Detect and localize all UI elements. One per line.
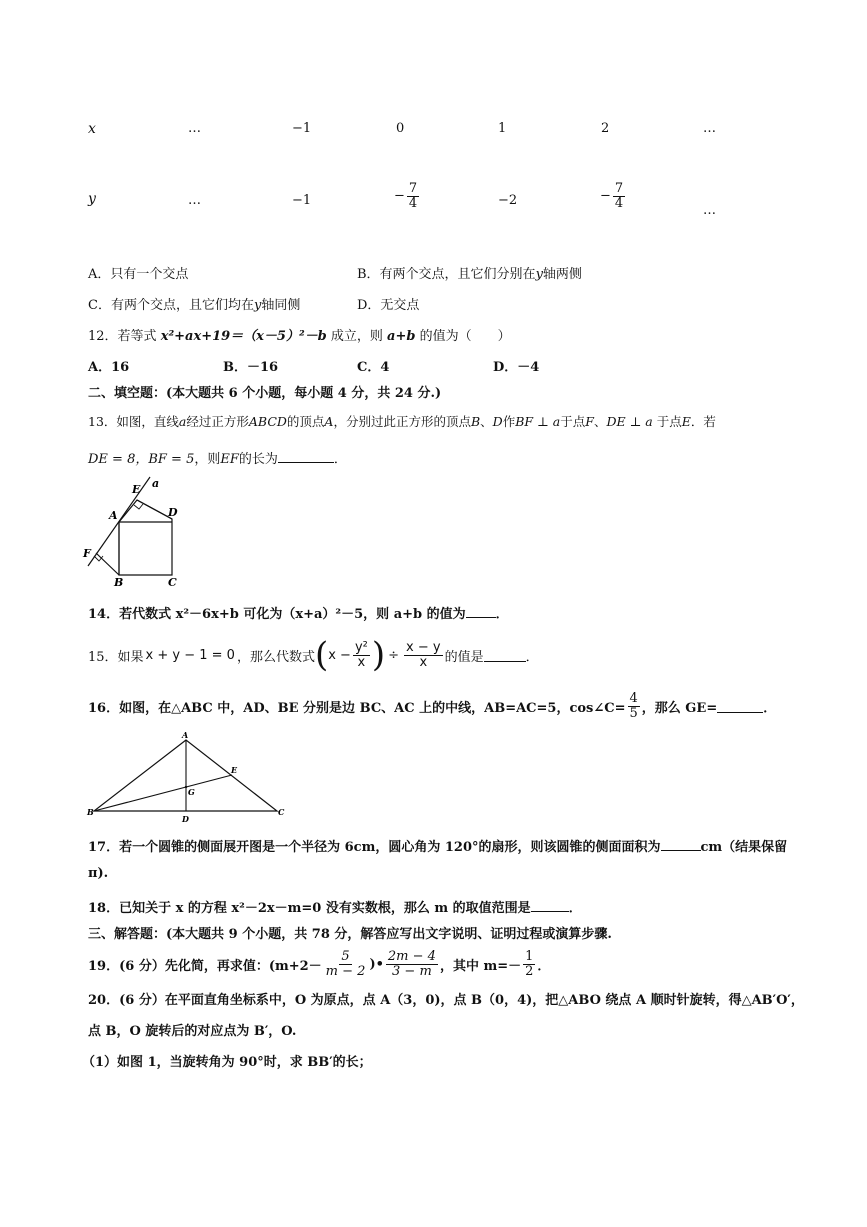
question-12: [88, 325, 511, 344]
question-text: ，则: [194, 452, 221, 467]
fraction-numerator: 2m − 4: [387, 948, 436, 964]
option-a: A．16: [88, 360, 130, 375]
table-y-cell: −1: [292, 193, 312, 208]
section-heading: 三、解答题：(本大题共 9 个小题，共 78 分，解答应写出文字说明、证明过程或演算步骤.: [88, 927, 612, 942]
variable: EF: [220, 452, 239, 467]
label-c: C: [278, 807, 285, 817]
question-text: ，分别过此正方形的顶点: [333, 414, 471, 429]
question-13-line2: [88, 448, 347, 467]
right-paren: ): [371, 635, 386, 675]
option-b: [357, 263, 582, 282]
label-a-line: a: [152, 477, 160, 490]
minus-sign: −: [394, 188, 405, 204]
table-y-fraction: [394, 182, 421, 210]
variable: y: [253, 298, 262, 313]
table-y-cell: …: [188, 193, 201, 208]
question-text: ，那么代数式: [236, 649, 315, 665]
expression: a+b: [387, 329, 416, 344]
fraction-denominator: x: [357, 654, 366, 670]
minus-sign: −: [600, 188, 611, 204]
question-13-line1: [88, 412, 716, 430]
question-18: [88, 897, 582, 916]
question-text: 于点: [652, 414, 682, 429]
question-19: [88, 944, 550, 984]
question-text: 成立，则: [326, 329, 388, 344]
question-text: 12．若等式: [88, 329, 161, 344]
table-x-label: x: [88, 121, 96, 137]
question-20-part1: （1）如图 1，当旋转角为 90°时，求 BB′的长；: [82, 1055, 372, 1070]
question-text: ，其中 m=－: [439, 958, 522, 974]
label-c: C: [168, 576, 177, 589]
fraction-numerator: 1: [525, 948, 534, 964]
question-text: 13．如图，直线: [88, 414, 179, 429]
divide-sign: ÷: [388, 647, 400, 663]
question-text: ．若: [690, 414, 716, 429]
question-text: 15．如果: [88, 649, 144, 665]
question-text: 作: [502, 414, 516, 429]
question-text: 18．已知关于 x 的方程 x²－2x－m=0 没有实数根，那么 m 的取值范围是: [88, 901, 531, 916]
question-text: 经过正方形: [186, 414, 249, 429]
fraction-denominator: 4: [614, 195, 624, 211]
question-text: 16．如图，在△ABC 中，AD、BE 分别是边 BC、AC 上的中线，AB=AC=5，cos∠C=: [88, 700, 626, 716]
variable: a: [178, 414, 187, 429]
fraction-numerator: 7: [614, 181, 624, 196]
option-c-text: C．有两个交点，且它们均在: [88, 298, 254, 313]
question-20-line2: 点 B，O 旋转后的对应点为 B′，O.: [88, 1024, 297, 1039]
question-text: 于点: [560, 414, 586, 429]
equation: x + y − 1 = 0: [145, 647, 235, 663]
equation: x²+ax+19＝（x－5）²－b: [160, 329, 327, 344]
fraction-denominator: 3 − m: [392, 963, 432, 979]
variable: A: [324, 414, 334, 429]
question-15: [88, 630, 539, 680]
expression: BF ⊥ a: [515, 414, 561, 429]
table-y-fraction: [600, 182, 627, 210]
answer-blank: [717, 700, 763, 713]
question-text: 19．(6 分）先化简，再求值：(m+2－: [88, 958, 322, 974]
label-d: D: [182, 814, 189, 824]
fraction-numerator: 4: [629, 690, 638, 706]
question-text: 的值为（ ）: [415, 329, 511, 344]
question-text: ．: [568, 901, 582, 916]
option-b-text: B．有两个交点，且它们分别在: [357, 267, 536, 282]
option-d: D．－4: [493, 360, 540, 375]
variable: B: [470, 414, 481, 429]
fraction-denominator: x: [419, 654, 428, 670]
option-d: D．无交点: [357, 298, 420, 313]
question-text: ．: [525, 649, 539, 665]
variable: ABCD: [248, 414, 287, 429]
option-a: A．只有一个交点: [88, 267, 189, 282]
question-17-line2: π).: [88, 866, 109, 881]
fraction-numerator: y²: [354, 639, 368, 655]
answer-blank: [484, 649, 526, 662]
label-a: A: [109, 509, 118, 522]
section-heading: 二、填空题：(本大题共 6 个小题，每小题 4 分，共 24 分.): [88, 386, 442, 401]
answer-blank: [531, 899, 569, 912]
fraction-numerator: x − y: [406, 639, 441, 655]
triangle-diagram: [84, 730, 294, 826]
label-b: B: [114, 576, 124, 589]
expression: DE = 8，BF = 5: [88, 452, 195, 467]
fraction-denominator: 5: [629, 705, 638, 721]
question-text: 、: [593, 414, 607, 429]
option-b: B．－16: [223, 360, 279, 375]
question-text: ．: [537, 958, 551, 974]
table-y-cell: −2: [498, 193, 518, 208]
question-text: 的长为: [238, 452, 278, 467]
answer-blank: [278, 450, 334, 463]
variable: F: [585, 414, 594, 429]
fraction-denominator: m − 2: [325, 963, 366, 979]
label-e: E: [231, 765, 238, 775]
square-diagram: [80, 474, 190, 590]
question-text: ．: [763, 700, 777, 716]
variable: y: [535, 267, 543, 282]
label-b: B: [87, 807, 94, 817]
table-x-cell: 0: [396, 121, 405, 136]
option-c: [88, 294, 300, 313]
answer-blank: [661, 838, 701, 851]
variable: D: [492, 414, 503, 429]
variable: E: [681, 414, 691, 429]
option-b-text: 轴两侧: [542, 267, 582, 282]
table-x-cell: 1: [498, 121, 507, 136]
question-text: 的值是: [444, 649, 484, 665]
question-text: 17．若一个圆锥的侧面展开图是一个半径为 6cm，圆心角为 120°的扇形，则该圆锥的侧面面积为: [88, 840, 661, 855]
table-y-label: y: [88, 191, 96, 207]
fraction-denominator: 2: [525, 963, 534, 979]
question-text: ．: [495, 607, 509, 622]
option-c-text: 轴同侧: [261, 298, 301, 313]
table-x-cell: …: [703, 121, 716, 136]
table-x-cell: 2: [601, 121, 610, 136]
question-text: 、: [480, 414, 493, 429]
question-16: [88, 685, 776, 727]
question-17-line1: [88, 836, 787, 855]
question-20-line1: 20．(6 分）在平面直角坐标系中，O 为原点，点 A（3，0)，点 B（0，4)，把△ABO 绕点 A 顺时针旋转，得△AB′O′，: [88, 993, 804, 1008]
expression: DE ⊥ a: [606, 414, 653, 429]
table-x-cell: …: [188, 121, 201, 136]
table-x-cell: −1: [292, 121, 312, 136]
fraction-numerator: 5: [341, 948, 350, 964]
question-text: )•: [369, 956, 384, 972]
expression: x −: [328, 647, 351, 663]
table-y-cell: …: [703, 203, 716, 218]
label-f: F: [83, 547, 91, 560]
question-text: ，那么 GE=: [641, 700, 718, 716]
label-d: D: [168, 506, 178, 519]
label-e: E: [132, 483, 141, 496]
question-text: ．: [333, 452, 347, 467]
question-text: cm（结果保留: [700, 840, 788, 855]
answer-blank: [466, 605, 496, 618]
fraction-numerator: 7: [408, 181, 418, 196]
question-text: 14．若代数式 x²－6x+b 可化为（x+a）²－5，则 a+b 的值为: [88, 607, 466, 622]
question-text: 的顶点: [286, 414, 325, 429]
label-a: A: [182, 730, 189, 740]
question-14: [88, 603, 509, 622]
label-g: G: [188, 787, 195, 797]
left-paren: (: [314, 635, 329, 675]
option-c: C．4: [357, 360, 390, 375]
fraction-denominator: 4: [408, 195, 418, 211]
